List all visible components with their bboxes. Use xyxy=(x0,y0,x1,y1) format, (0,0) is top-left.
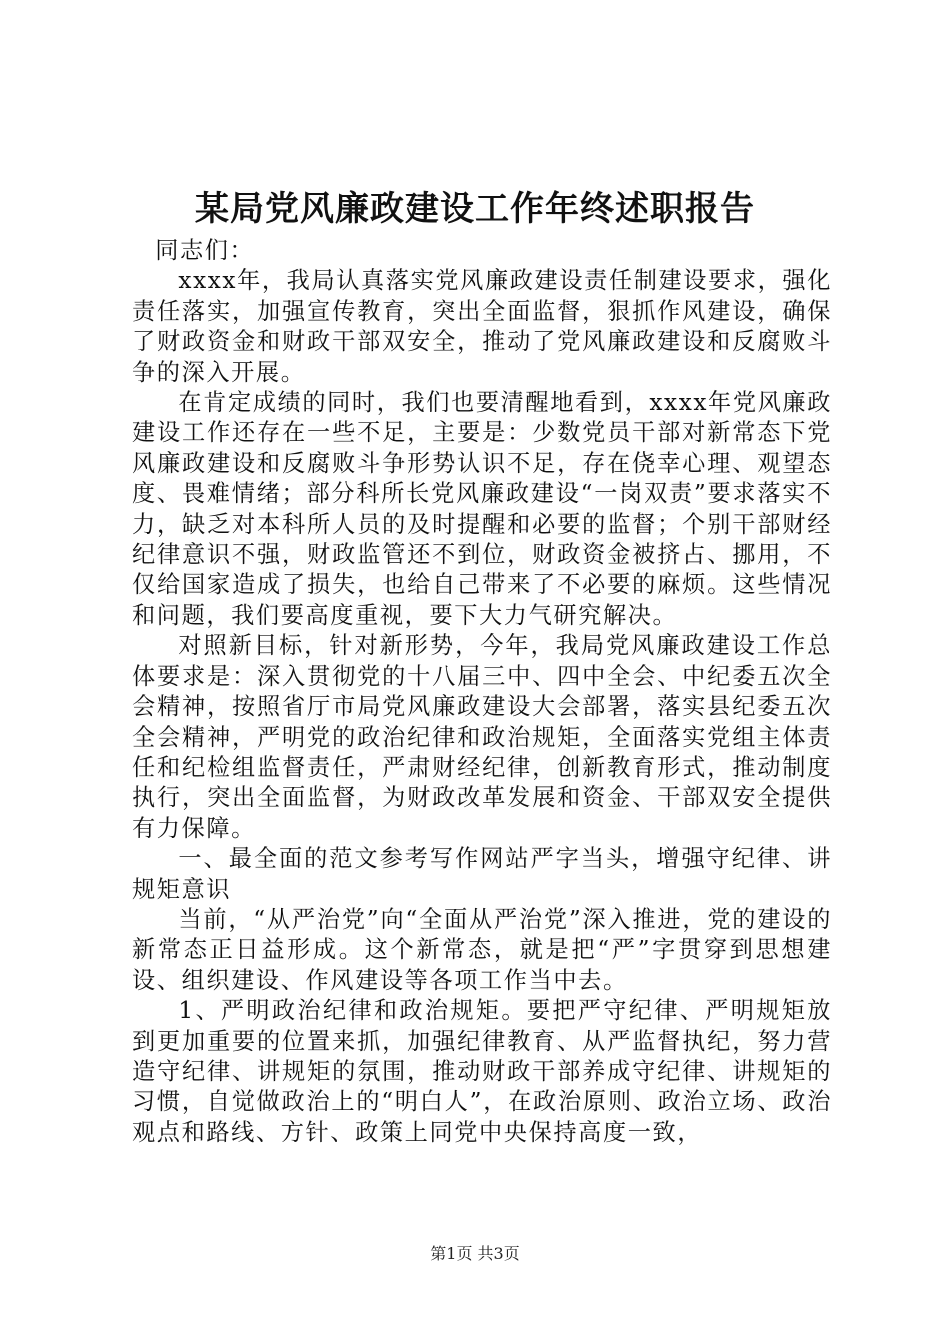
paragraph-summary: xxxx年，我局认真落实党风廉政建设责任制建设要求，强化责任落实，加强宣传教育，突出全面监督，狠抓作风建设，确保了财政资金和财政干部双安全，推动了党风廉政建设和反腐败斗争的深入开展。 xyxy=(132,267,832,386)
paragraph-section-intro: 当前，“从严治党”向“全面从严治党”深入推进，党的建设的新常态正日益形成。这个新常态，就是把“严”字贯穿到思想建设、组织建设、作风建设等各项工作当中去。 xyxy=(132,905,832,994)
paragraph-item-1: 1、严明政治纪律和政治规矩。要把严守纪律、严明规矩放到更加重要的位置来抓，加强纪律教育、从严监督执纪，努力营造守纪律、讲规矩的氛围，推动财政干部养成守纪律、讲规矩的习惯，自觉做政治上的“明白人”，在政治原则、政治立场、政治观点和路线、方针、政策上同党中央保持高度一致， xyxy=(132,997,832,1146)
section-heading-1: 一、最全面的范文参考写作网站严字当头，增强守纪律、讲规矩意识 xyxy=(132,845,832,903)
document-title: 某局党风廉政建设工作年终述职报告 xyxy=(195,189,755,229)
paragraph-shortcomings: 在肯定成绩的同时，我们也要清醒地看到，xxxx年党风廉政建设工作还存在一些不足，主要是：少数党员干部对新常态下党风廉政建设和反腐败斗争形势认识不足，存在侥幸心理、观望态度、畏难情绪；部分科所长党风廉政建设“一岗双责”要求落实不力，缺乏对本科所人员的及时提醒和必要的监督；个别干部财经纪律意识不强，财政监管还不到位，财政资金被挤占、挪用，不仅给国家造成了损失，也给自己带来了不必要的麻烦。这些情况和问题，我们要高度重视，要下大力气研究解决。 xyxy=(132,389,832,629)
salutation: 同志们： xyxy=(155,237,255,264)
page-number-footer: 第1页 共3页 xyxy=(430,1244,520,1263)
document-body xyxy=(132,236,832,1148)
paragraph-requirements: 对照新目标，针对新形势，今年，我局党风廉政建设工作总体要求是：深入贯彻党的十八届三中、四中全会、中纪委五次全会精神，按照省厅市局党风廉政建设大会部署，落实县纪委五次全会精神，严明党的政治纪律和政治规矩，全面落实党组主体责任和纪检组监督责任，严肃财经纪律，创新教育形式，推动制度执行，突出全面监督，为财政改革发展和资金、干部双安全提供有力保障。 xyxy=(132,632,832,842)
